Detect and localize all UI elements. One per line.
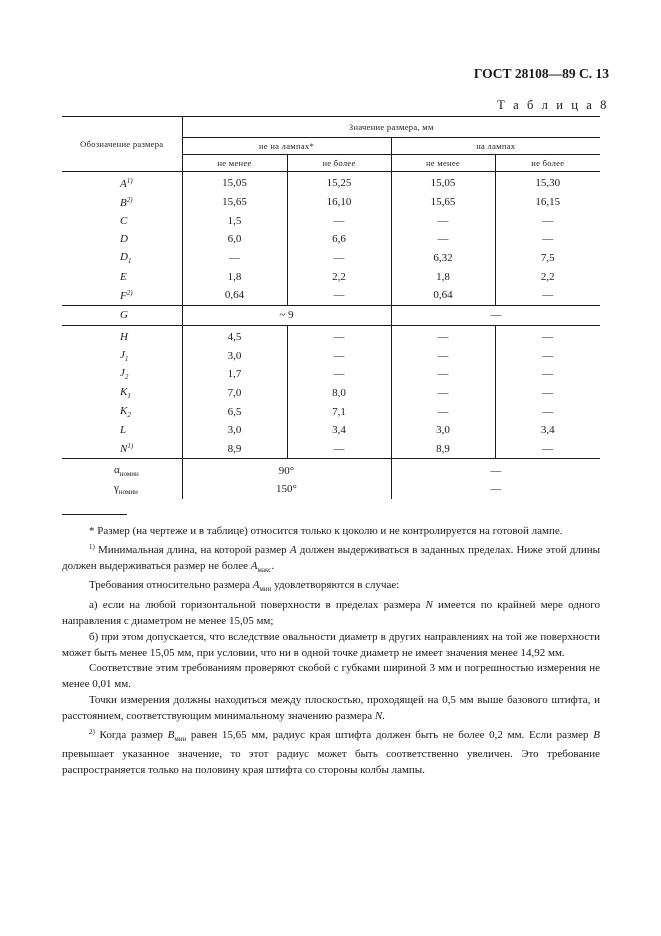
designation-letter: J <box>120 367 125 380</box>
table-row <box>62 249 600 268</box>
designation-subscript: 2 <box>127 410 131 419</box>
designation-letter: L <box>120 424 127 437</box>
value-cell: 15,65 <box>391 193 495 212</box>
designation-subscript: номин <box>118 488 138 497</box>
value-cell: — <box>391 384 495 403</box>
designation-cell <box>62 305 182 325</box>
footnote-separator <box>62 514 127 515</box>
value-cell: — <box>287 211 391 230</box>
designation-letter: D <box>120 251 128 264</box>
table-row <box>62 325 600 346</box>
designation-cell <box>62 440 182 459</box>
value-cell: — <box>495 325 600 346</box>
designation-cell <box>62 286 182 305</box>
header-not-on-lamps: не на лампах* <box>182 138 391 155</box>
value-cell: 0,64 <box>391 286 495 305</box>
paragraph-case-a: а) если на любой горизонтальной поверхности в пределах размера N имеется по крайней мере одного направления с диаметром не менее 15,05 мм; <box>62 599 600 627</box>
designation-cell <box>62 230 182 249</box>
designation-letter: H <box>120 330 128 343</box>
designation-cell <box>62 480 182 499</box>
value-cell: 15,05 <box>391 172 495 193</box>
value-cell: 2,2 <box>287 267 391 286</box>
value-cell: — <box>391 230 495 249</box>
designation-subscript: 1 <box>127 391 131 400</box>
table-row <box>62 346 600 365</box>
value-cell: 8,9 <box>182 440 287 459</box>
table-row <box>62 365 600 384</box>
table-row <box>62 384 600 403</box>
value-cell: — <box>391 211 495 230</box>
designation-cell <box>62 402 182 421</box>
designation-cell <box>62 384 182 403</box>
designation-letter: F <box>120 289 127 302</box>
merged-value-cell: 90° <box>182 459 391 480</box>
designation-cell <box>62 346 182 365</box>
value-cell: 8,9 <box>391 440 495 459</box>
header-on-lamps: на лампах <box>391 138 600 155</box>
merged-value-cell: — <box>391 480 600 499</box>
designation-subscript: номин <box>119 469 139 478</box>
value-cell: — <box>182 249 287 268</box>
value-cell: — <box>495 346 600 365</box>
designation-letter: α <box>114 463 120 476</box>
value-cell: 3,4 <box>495 421 600 440</box>
value-cell: — <box>287 365 391 384</box>
value-cell: — <box>495 402 600 421</box>
designation-cell <box>62 172 182 193</box>
designation-cell <box>62 459 182 480</box>
designation-cell <box>62 365 182 384</box>
designation-letter: B <box>120 196 127 209</box>
table-row <box>62 459 600 480</box>
value-cell: 3,0 <box>391 421 495 440</box>
value-cell: — <box>391 402 495 421</box>
dimensions-table <box>62 116 600 499</box>
paragraph-requirements: Требования относительно размера $A_{мин}$ удовлетворяются в случае: <box>89 579 400 594</box>
table-row <box>62 421 600 440</box>
table-row <box>62 172 600 193</box>
value-cell: 1,5 <box>182 211 287 230</box>
value-cell: — <box>287 249 391 268</box>
designation-letter: C <box>120 214 128 227</box>
value-cell: 6,32 <box>391 249 495 268</box>
value-cell: — <box>495 384 600 403</box>
value-cell: — <box>287 325 391 346</box>
value-cell: — <box>287 346 391 365</box>
designation-subscript: 1 <box>127 257 132 266</box>
footnote-2: $^{2)}$ Когда размер $B_{мин}$ равен 15,65 мм, радиус края штифта должен быть не более 0,2 мм. Если размер B превышает указанное значение, то этот радиус может быть соответственно увеличен. Это требование распространяется только на половину края штифта со стороны колбы лампы. <box>62 727 600 777</box>
header-value: Значение размера, мм <box>182 117 600 138</box>
designation-letter: G <box>120 309 128 322</box>
value-cell: 1,7 <box>182 365 287 384</box>
table-row <box>62 305 600 325</box>
footnote-mark: 2) <box>126 288 133 297</box>
value-cell: 4,5 <box>182 325 287 346</box>
value-cell: — <box>495 440 600 459</box>
designation-subscript: 1 <box>124 354 129 363</box>
table-row <box>62 480 600 499</box>
footnote-mark: 2) <box>126 195 133 204</box>
designation-cell <box>62 193 182 212</box>
page-header: ГОСТ 28108—89 С. 13 <box>473 66 609 81</box>
value-cell: 8,0 <box>287 384 391 403</box>
value-cell: 15,25 <box>287 172 391 193</box>
value-cell: 15,65 <box>182 193 287 212</box>
merged-value-cell: — <box>391 459 600 480</box>
designation-letter: γ <box>114 482 119 495</box>
merged-value-cell: 150° <box>182 480 391 499</box>
header-designation: Обозначение размера <box>62 117 182 172</box>
merged-value-cell: ~ 9 <box>182 305 391 325</box>
designation-cell <box>62 249 182 268</box>
designation-letter: J <box>120 348 125 361</box>
footnote-star: * Размер (на чертеже и в таблице) относится только к цоколю и не контролируется на готовой лампе. <box>89 525 563 537</box>
header-max: не более <box>287 155 391 172</box>
designation-letter: N <box>120 443 128 456</box>
paragraph-case-b: б) при этом допускается, что вследствие овальности диаметр в других направлениях на той же поверхности может быть менее 15,05 мм, при условии, что ни в одной точке диаметр не имеет значения менее 14,92 мм. <box>62 630 600 659</box>
value-cell: — <box>495 230 600 249</box>
value-cell: — <box>391 325 495 346</box>
value-cell: — <box>391 346 495 365</box>
designation-letter: K <box>120 404 128 417</box>
value-cell: 0,64 <box>182 286 287 305</box>
value-cell: 3,0 <box>182 421 287 440</box>
value-cell: — <box>495 365 600 384</box>
table-row <box>62 286 600 305</box>
value-cell: — <box>495 286 600 305</box>
paragraph-measurement: Точки измерения должны находиться между плоскостью, проходящей на 0,5 мм выше базового штифта, и расстоянием, соответствующим минимальному значению размера N. <box>62 693 600 722</box>
table-row <box>62 211 600 230</box>
value-cell: — <box>391 365 495 384</box>
footnote-mark: 1) <box>126 176 133 185</box>
value-cell: 2,2 <box>495 267 600 286</box>
value-cell: 1,8 <box>182 267 287 286</box>
designation-cell <box>62 421 182 440</box>
value-cell: 6,5 <box>182 402 287 421</box>
value-cell: 3,4 <box>287 421 391 440</box>
footnote-mark: 1) <box>127 442 134 451</box>
designation-letter: A <box>120 177 127 190</box>
paragraph-compliance: Соответствие этим требованиям проверяют скобой с губками шириной 3 мм и погрешностью измерения не менее 0,01 мм. <box>62 662 600 691</box>
value-cell: 15,05 <box>182 172 287 193</box>
value-cell: 15,30 <box>495 172 600 193</box>
table-row <box>62 193 600 212</box>
table-row <box>62 267 600 286</box>
header-min: не менее <box>182 155 287 172</box>
value-cell: 7,0 <box>182 384 287 403</box>
designation-letter: E <box>120 270 127 283</box>
value-cell: 6,0 <box>182 230 287 249</box>
value-cell: — <box>495 211 600 230</box>
header-min: не менее <box>391 155 495 172</box>
value-cell: 3,0 <box>182 346 287 365</box>
merged-value-cell: — <box>391 305 600 325</box>
designation-cell <box>62 211 182 230</box>
value-cell: — <box>287 440 391 459</box>
designation-letter: K <box>120 385 128 398</box>
table-row <box>62 230 600 249</box>
value-cell: — <box>287 286 391 305</box>
table-row <box>62 402 600 421</box>
value-cell: 1,8 <box>391 267 495 286</box>
footnote-1: $^{1)}$ Минимальная длина, на которой размер A должен выдерживаться в заданных пределах. Ниже этой длины должен выдерживаться размер не более $A_{макс}$. <box>62 542 600 574</box>
table-caption: Т а б л и ц а 8 <box>497 98 609 112</box>
designation-cell <box>62 267 182 286</box>
value-cell: 16,10 <box>287 193 391 212</box>
designation-cell <box>62 325 182 346</box>
value-cell: 7,5 <box>495 249 600 268</box>
designation-letter: D <box>120 233 128 246</box>
value-cell: 6,6 <box>287 230 391 249</box>
table-row <box>62 440 600 459</box>
value-cell: 7,1 <box>287 402 391 421</box>
header-max: не более <box>495 155 600 172</box>
designation-subscript: 2 <box>124 373 129 382</box>
footnotes <box>62 524 600 779</box>
value-cell: 16,15 <box>495 193 600 212</box>
